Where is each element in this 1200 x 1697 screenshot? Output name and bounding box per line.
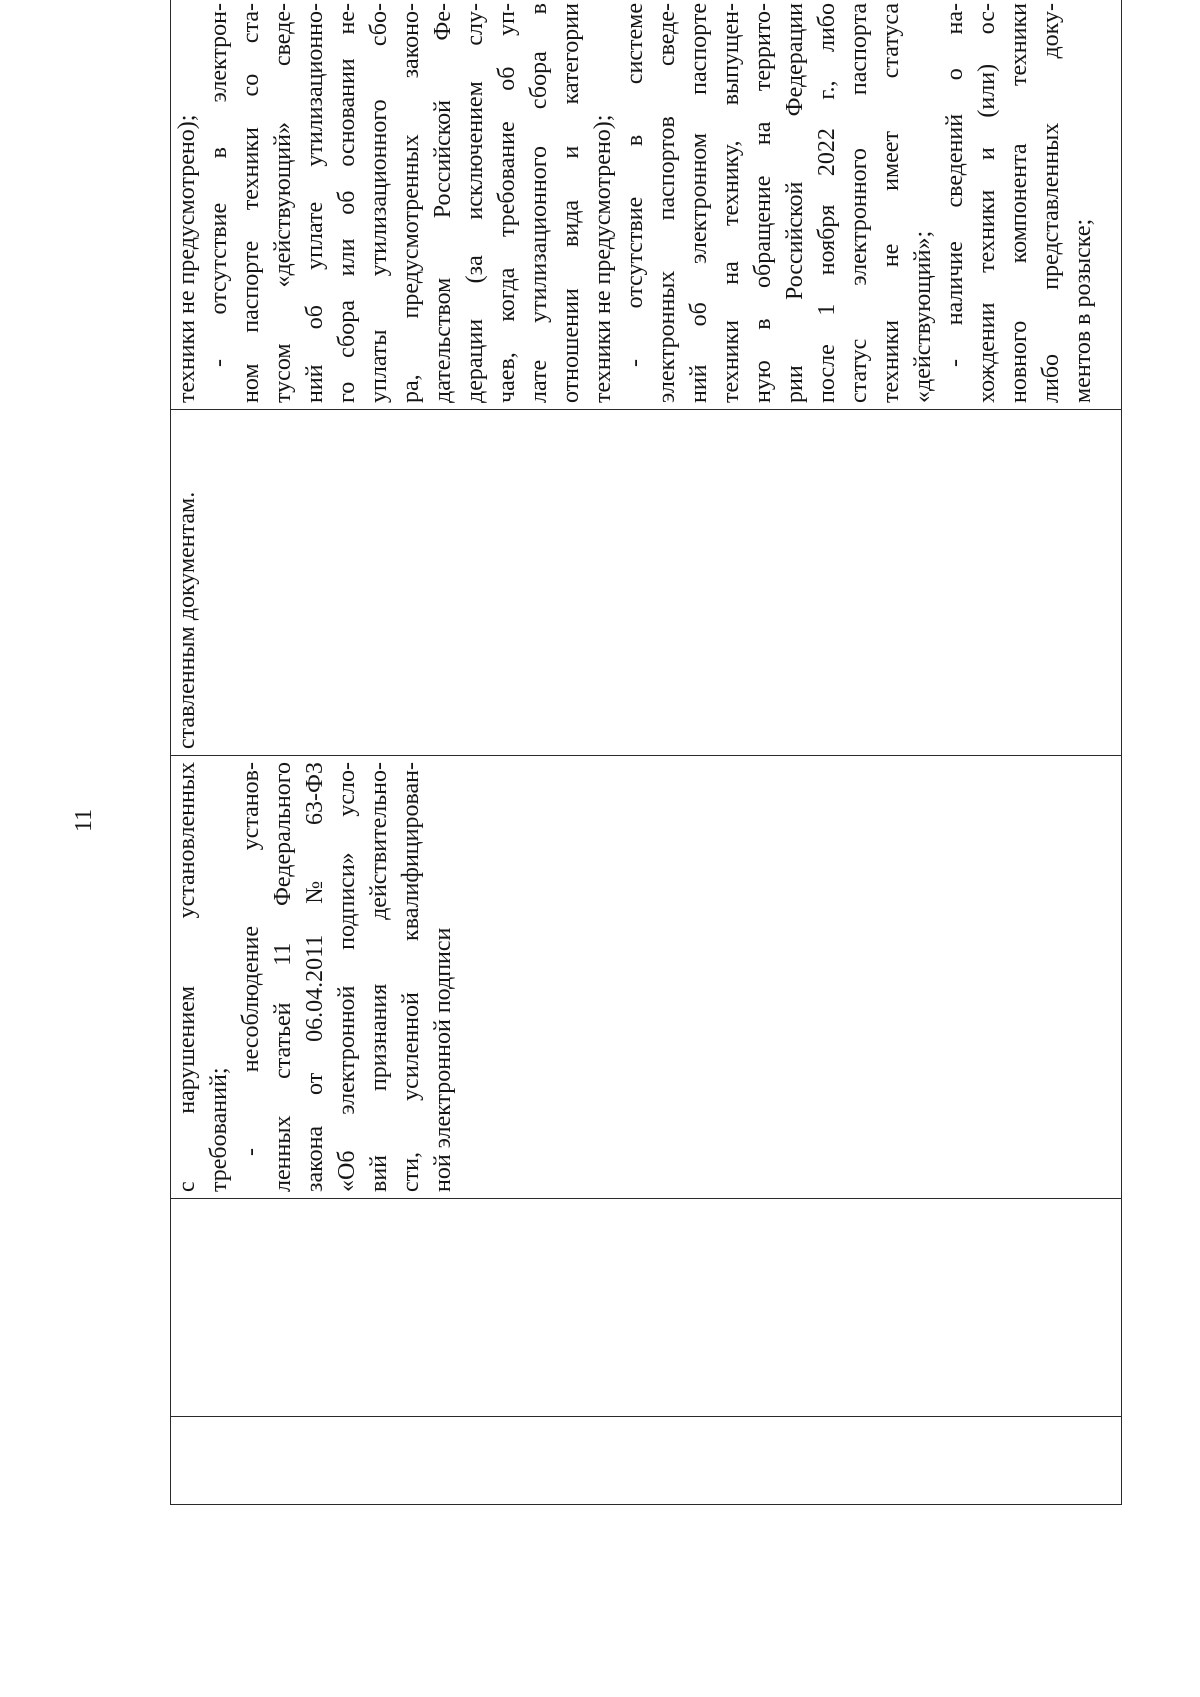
cell-text-line: дательством Российской Фе-	[430, 3, 456, 403]
cell-text-line: ном паспорте техники со ста-	[238, 3, 264, 403]
table-cell-col-1	[171, 1417, 1122, 1505]
rotated-document-sheet	[71, 0, 1122, 1697]
cell-text-line: ставленным документам.	[174, 491, 200, 749]
cell-text-line: электронных паспортов сведе-	[654, 3, 680, 403]
cell-text-line: «действующий»;	[910, 230, 936, 403]
cell-text-line: техники не предусмотрено);	[590, 114, 616, 403]
table-body	[171, 0, 1122, 1505]
cell-text-line: статус электронного паспорта	[846, 3, 872, 403]
cell-text-line: техники не предусмотрено);	[174, 114, 200, 403]
table-cell-col-5	[171, 0, 1122, 410]
cell-text-line: техники на технику, выпущен-	[718, 3, 744, 403]
cell-text-line: ной электронной подписи	[430, 927, 456, 1192]
cell-text-line: - несоблюдение установ-	[238, 762, 264, 1156]
cell-text-line: дерации (за исключением слу-	[462, 3, 488, 403]
cell-text-line: отношении вида и категории	[558, 3, 584, 403]
cell-text-line: лате утилизационного сбора в	[526, 3, 552, 403]
cell-text-line: «Об электронной подписи» усло-	[334, 762, 360, 1192]
cell-text-line: рии Российской Федерации	[782, 3, 808, 403]
table-cell-col-3	[171, 756, 1122, 1199]
cell-text-line: вий признания действительно-	[366, 762, 392, 1192]
cell-text-line: уплаты утилизационного сбо-	[366, 3, 392, 403]
cell-text-line: тусом «действующий» сведе-	[270, 3, 296, 403]
cell-text-line: требований;	[206, 1067, 232, 1192]
cell-text-line: ний об уплате утилизационно-	[302, 3, 328, 403]
cell-text-line: ра, предусмотренных законо-	[398, 3, 424, 403]
cell-text-line: новного компонента техники	[1006, 3, 1032, 403]
cell-text-line: го сбора или об основании не-	[334, 3, 360, 403]
cell-text-line: чаев, когда требование об уп-	[494, 3, 520, 403]
cell-text-line: закона от 06.04.2011 № 63-ФЗ	[302, 762, 328, 1192]
requirements-table	[170, 0, 1122, 1505]
cell-text-line: ленных статьей 11 Федерального	[270, 762, 296, 1192]
cell-text-line: либо представленных доку-	[1038, 3, 1064, 403]
table-row	[171, 0, 1122, 1505]
cell-text-line: - наличие сведений о на-	[942, 3, 968, 367]
cell-text-line: хождении техники и (или) ос-	[974, 3, 1000, 403]
cell-text-line: после 1 ноября 2022 г., либо	[814, 3, 840, 403]
cell-text-line: с нарушением установленных	[174, 762, 200, 1192]
table-cell-col-2	[171, 1199, 1122, 1417]
cell-text-line: - отсутствие в системе	[622, 3, 648, 367]
cell-text-line: - отсутствие в электрон-	[206, 3, 232, 367]
cell-text-line: сти, усиленной квалифицирован-	[398, 762, 424, 1192]
page-number: 11	[71, 808, 97, 832]
cell-text-line: техники не имеет статуса	[878, 3, 904, 403]
table-cell-col-4	[171, 410, 1122, 756]
cell-text-line: ную в обращение на террито-	[750, 3, 776, 403]
cell-text-line: ментов в розыске;	[1070, 218, 1096, 403]
cell-text-line: ний об электронном паспорте	[686, 3, 712, 403]
